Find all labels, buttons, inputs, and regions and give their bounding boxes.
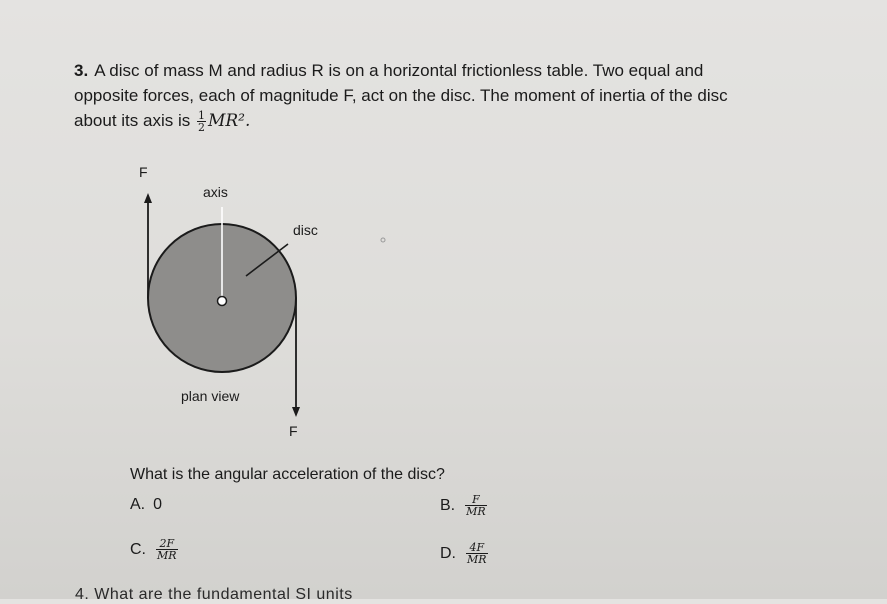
inertia-fraction: $\frac{1}{2}$ bbox=[197, 109, 205, 135]
stray-mark bbox=[381, 238, 385, 242]
question-line-3: about its axis is $\frac{1}{2}$ MR². bbox=[74, 109, 251, 135]
plan-view-label: plan view bbox=[181, 388, 240, 404]
question-line-2: opposite forces, each of magnitude F, act on the disc. The moment of inertia of the disc bbox=[74, 86, 728, 105]
inertia-suffix: MR². bbox=[207, 111, 251, 131]
option-d-fraction: $\frac{4F}{MR}$ bbox=[467, 541, 487, 566]
option-a-letter: A. bbox=[130, 496, 146, 513]
option-b-letter: B. bbox=[440, 496, 456, 514]
disc-label: disc bbox=[293, 222, 318, 238]
axis-label: axis bbox=[203, 184, 228, 200]
force-bottom-label: F bbox=[289, 423, 298, 439]
option-a[interactable] bbox=[130, 496, 162, 514]
option-c-fraction: $\frac{2F}{MR}$ bbox=[157, 537, 177, 562]
next-question-cutoff: 4. What are the fundamental SI units bbox=[75, 586, 353, 603]
axis-center bbox=[218, 297, 227, 306]
force-top-label: F bbox=[139, 164, 148, 180]
force-arrow-bottom-head bbox=[292, 407, 300, 417]
option-a-value: 0 bbox=[153, 496, 163, 513]
prompt-text: What is the angular acceleration of the disc? bbox=[130, 466, 445, 483]
option-d[interactable] bbox=[440, 542, 490, 565]
option-d-letter: D. bbox=[440, 544, 456, 562]
option-b[interactable] bbox=[440, 494, 489, 517]
option-c[interactable] bbox=[130, 538, 180, 561]
option-c-letter: C. bbox=[130, 540, 146, 558]
option-b-fraction: $\frac{F}{MR}$ bbox=[466, 493, 486, 518]
question-line-1: 3. A disc of mass M and radius R is on a horizontal frictionless table. Two equal and bbox=[74, 61, 704, 80]
question-number: 3. bbox=[74, 61, 89, 80]
force-arrow-top-head bbox=[144, 193, 152, 203]
